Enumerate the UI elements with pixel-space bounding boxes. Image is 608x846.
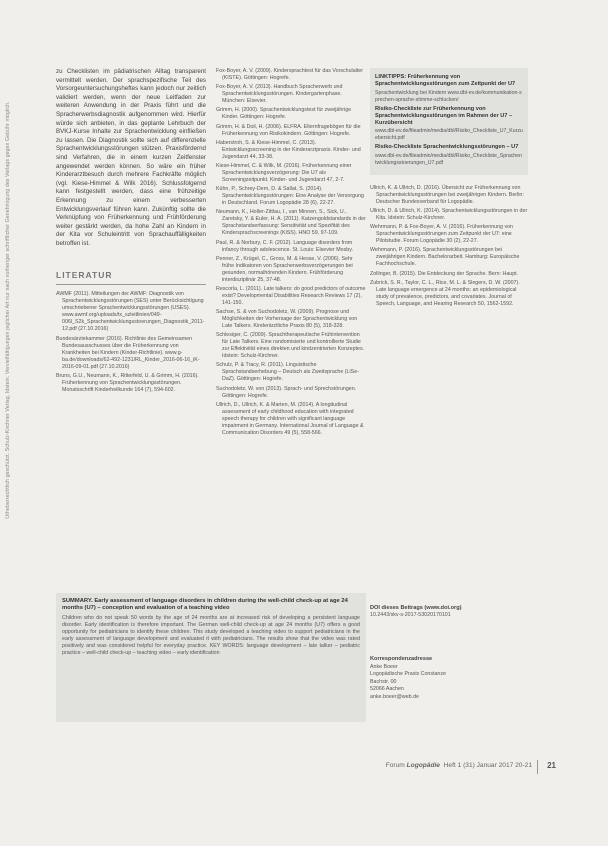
reference-entry: Schulz, P. & Tracy, R. (2011). Linguistische Sprachstandserhebung – Deutsch als Zweitsprache (LiSe-DaZ). Göttingen: Hogrefe. (216, 362, 359, 383)
heading-rule (56, 284, 206, 285)
linktipp-url[interactable]: Sprachentwicklung bei Kindern www.dbl-ev.de/kommunikation-sprechen-sprache-stimme-schlucken/ (375, 89, 522, 103)
reference-entry: Bruns, G.U., Neumann, K., Ritterfeld, U. & Grimm, H. (2016). Früherkennung von Sprachentwicklungsstörungen. Monatsschrift Kinderheilkunde 164 (7), 594-602. (56, 372, 199, 393)
literature-heading: LITERATUR (56, 270, 113, 281)
reference-entry: Bundesärztekammer (2016). Richtlinie des Gemeinsamen Bundesausschusses über die Früherkennung von Krankheiten bei Kindern (Kinder-Richtlinie). www.g-ba.de/downloads/62-492-1231/RL_Kinder_2016-06-16_iK-2016-09-01.pdf (27.10.2016) (56, 335, 200, 370)
reference-entry: Paul, R. & Norbury, C. F. (2012). Language disorders from infancy through adolescence. St. Louis: Elsevier Mosby. (216, 239, 353, 253)
address-line: Bachstr. 00 (370, 678, 397, 685)
address-line: 52066 Aachen (370, 686, 404, 693)
summary-box (56, 593, 366, 722)
reference-list (216, 68, 366, 437)
page-number: 21 (547, 761, 556, 770)
reference-entry: Grimm, H. (2000). Sprachentwicklungstest für zweijährige Kinder. Göttingen: Hogrefe. (216, 107, 352, 121)
summary-body: Children who do not speak 50 words by the age of 24 months are at increased risk of developing a persistent language disorder. Early identification is therefore important. The German well-child check-up at age 24 months (U7) offers a good opportunity for pediatricians to identify these children. This study developed a teaching video to support pediatricians in the early assessment of language development and evaluated it with pediatricians. The results show that the video was rated positively and was considered helpful for everyday practice. KEY WORDS: language development – late talker – pediatric practice – well-child check-up – teaching video – early identification (62, 614, 360, 656)
reference-entry: AWMF (2011). Mitteilungen der AWMF: Diagnostik von Sprachentwicklungsstörungen (SES) unter Berücksichtigung umschriebener Sprachentwicklungsstörungen (USES). www.awmf.org/uploads/tx_szleitlinien/049-006l_S2k_Sprachentwicklungsstoerungen_Diagnostik_2011-12.pdf (27.10.2016) (56, 291, 205, 333)
page-footer (330, 760, 560, 774)
reference-entry: Zollinger, B. (2015). Die Entdeckung der Sprache. Bern: Haupt. (370, 270, 519, 277)
reference-entry: Grimm, H. & Doil, H. (2006). ELFRA. Elternfragebögen für die Früherkennung von Risikokindern. Göttingen: Hogrefe. (216, 123, 361, 137)
linktipp-item: Risiko-Checkliste zur Früherkennung von Sprachentwicklungsstörungen im Rahmen der U7 – Kurzübersicht www.dbl-ev.de/fileadmin/media/dbl/Risiko_Checkliste_U7_Kurzuebersicht.pdf (375, 105, 523, 142)
footer-separator (537, 760, 538, 774)
reference-entry: Ullrich, D. & Ullrich, K. (2014). Sprachentwicklungsstörungen in der Kita. Idstein: Schulz-Kirchner. (370, 207, 528, 221)
correspondence-address (370, 656, 528, 701)
reference-entry: Fox-Boyer, A. V. (2009). Kindersprachtest für das Vorschulalter (KISTE). Göttingen: Hogrefe. (216, 68, 364, 81)
reference-list (56, 291, 206, 393)
reference-entry: Ullrich, D., Ullrich, K. & Marten, M. (2014). A longitudinal assessment of early childhood education with integrated speech therapy for children with significant language impairment in Germany. International Journal of Language & Communication Disorders 49 (5), 558-566. (216, 401, 364, 436)
reference-entry: Kühn, P., Schrey-Dern, D. & Sallat, S. (2014). Sprachentwicklungsstörungen: Eine Analyse der Versorgung in Deutschland. Forum Logopädie 28 (6), 22-27. (216, 186, 364, 207)
reference-entry: Haberstroh, S. & Kiese-Himmel, C. (2013). Entwicklungsscreening in der Kinderarztpraxis. Kinder- und Jugendarzt 44, 33-38. (216, 139, 361, 160)
address-line: Anke Boeer (370, 664, 398, 670)
doi-label: DOI dieses Beitrags (www.doi.org) (370, 605, 462, 611)
reference-entry: Zubrick, S. R., Taylor, C. L., Rice, M. L. & Slegers, D. W. (2007). Late language emergence at 24 months: an epidemiological study of prevalence, predictors, and covariates. Journal of Speech, Language, and Hearing Research 50, 1562-1592. (370, 279, 520, 307)
column-right (370, 68, 528, 310)
column-middle (216, 68, 366, 439)
doi-value[interactable]: 10.2443/skv-s-2017-53020170101 (370, 612, 451, 618)
reference-entry: Schlesiger, C. (2009). Sprachtherapeutische Frühintervention für Late Talkers. Eine randomisierte und kontrollierte Studie zur Effektivität eines direkten und kindzentrierten Konzeptes. Idstein: Schulz-Kirchner. (216, 332, 365, 360)
reference-entry: Neumann, K., Holler-Zittlau, I., van Minnen, S., Sick, U., Zaretsky, Y. & Euler, H. A. (2011). Katzengoldstandards in der Sprachstandserfassung: Sensitivität und Spezifität des Kindersprachscreenings (KiSS). HNO 59, 97-109. (216, 209, 366, 237)
copyright-side-note: Urheberrechtlich geschützt. Schulz-Kirchner Verlag, Idstein. Vervielfältigungen jeglicher Art nur nach vorheriger schriftlicher Genehmigung des Verlags gegen Gebühr möglich. (5, 101, 11, 519)
reference-entry: Sachse, S. & von Suchodoletz, W. (2009). Prognose und Möglichkeiten der Vorhersage der Sprachentwicklung von Late Talkers. Kinderärztliche Praxis 80 (5), 318-328. (216, 309, 358, 330)
footer-journal: Forum Logopädie Heft 1 (31) Januar 2017 20-21 (385, 762, 532, 769)
reference-entry: Wehrmann, P. (2016). Sprachentwicklungsstörungen bei zweijährigen Kindern. Bachelorarbeit. Hamburg: Europäische Fachhochschule. (370, 247, 520, 268)
linktipp-item: LINKTIPPS: Früherkennung von Sprachentwicklungsstörungen zum Zeitpunkt der U7 Sprachentwicklung bei Kindern www.dbl-ev.de/kommunikation-sprechen-sprache-stimme-schlucken/ (375, 74, 522, 103)
reference-entry: Kiese-Himmel, C. & Wilk, M. (2016). Früherkennung einer Sprachentwicklungsverzögerung: Die U7 als Screeningzeitpunkt. Kinder- und Jugendarzt 47, 2-7. (216, 162, 352, 183)
linktipp-url[interactable]: www.dbl-ev.de/fileadmin/media/dbl/Risiko_Checkliste_U7_Kurzuebersicht.pdf (375, 128, 523, 142)
address-line: Logopädische Praxis Constanze (370, 671, 446, 678)
linktipp-item: Risiko-Checkliste Sprachentwicklungsstörungen – U7 www.dbl-ev.de/fileadmin/media/dbl/Risiko_Checkliste_Sprachentwicklungsstoerungen_U7.pdf (375, 144, 522, 166)
linktipps-box (370, 68, 528, 175)
reference-entry: Rescorla, L. (2011). Late talkers: do good predictors of outcome exist? Developmental Disabilities Research Reviews 17 (2), 141-150. (216, 285, 366, 306)
reference-list (370, 185, 528, 308)
body-paragraph: zu Checklisten im pädiatrischen Alltag transparent vermittelt werden. Der sprachspezifische Teil des Vorsorgeuntersuchungsheftes kann jedoch nur zeitlich validiert werden, wenn der neue Leitfaden zur weiteren Anwendung in der Praxis führt und die Spracherwerbsdiagnostik aufgenommen wird. Hierfür würde sich anbieten, in das geplante Lehrbuch der BVKJ-Kurse Inhalte zur Sprachentwicklung einfließen zu lassen. Die Diagnostik sollte sich auf differenzielle Sprachentwicklungsstörungen stützen. Praxisfördernd sind Verfahren, die in einem kurzen Zeitfenster angewendet werden können. So wäre ein früher Kinderarztbesuch durch mehrere Fachkräfte möglich (vgl. Kiese-Himmel & Wilk 2016). Schlussfolgernd kann festgestellt werden, dass eine frühzeitige Erkennung zu einem verbesserten Entwicklungsverlauf führen kann. Zukünftig sollte die Verknüpfung von Früherkennung und Frühförderung weiter gestärkt werden, da hohe Zahl an Kindern in der Kita vor Schuleintritt von Sprachauffälligkeiten betroffen ist. (56, 68, 206, 247)
reference-entry: Suchodoletz, W. von (2013). Sprach- und Sprechstörungen. Göttingen: Hogrefe. (216, 385, 357, 399)
address-email[interactable]: anke.boeer@web.de (370, 693, 419, 700)
reference-entry: Fox-Boyer, A. V. (2013). Handbuch Spracherwerb und Sprachentwicklungsstörungen. Kindergartenphase. München: Elsevier. (216, 84, 343, 105)
address-label: Korrespondenzadresse (370, 656, 433, 662)
reference-entry: Wehrmann, P. & Fox-Boyer, A. V. (2016). Früherkennung von Sprachentwicklungsstörungen zum Zeitpunkt der U7: eine Pilotstudie. Forum Logopädie 30 (2), 22-27. (370, 224, 513, 245)
reference-entry: Penner, Z., Krügel, C., Gross, M. & Hesse, V. (2006). Sehr frühe Indikatoren von Spracherwerbsverzögerungen bei gesunden, normalhörenden Kindern. Frühförderung interdisziplinär 25, 37-48. (216, 255, 353, 283)
linktipp-url[interactable]: www.dbl-ev.de/fileadmin/media/dbl/Risiko_Checkliste_Sprachentwicklungsstoerungen_U7.pdf (375, 152, 522, 166)
summary-title: SUMMARY. Early assessment of language disorders in children during the well-child check-up at age 24 months (U7) – conception and evaluation of a teaching video (62, 598, 348, 612)
reference-entry: Ullrich, K. & Ullrich, D. (2016). Übersicht zur Früherkennung von Sprachentwicklungsstörungen bei zweijährigen Kindern. Berlin: Deutscher Bundesverband für Logopädie. (370, 184, 524, 205)
doi-block (370, 605, 528, 630)
column-left (56, 68, 206, 396)
